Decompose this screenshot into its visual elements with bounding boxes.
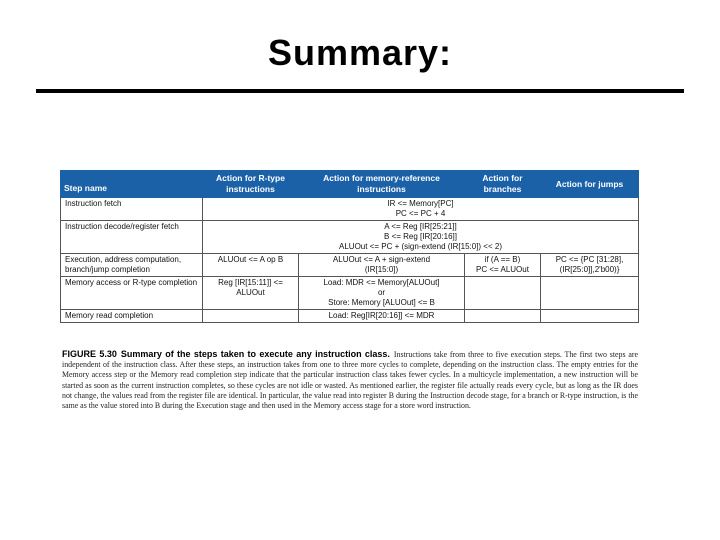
action-line: (IR[25:0]],2'b00)}	[559, 265, 620, 274]
memref-action	[299, 277, 465, 310]
table-row	[61, 254, 639, 277]
header-step-name: Step name	[61, 171, 203, 198]
figure-label: FIGURE 5.30	[62, 349, 117, 359]
action-line: PC <= ALUOut	[476, 265, 529, 274]
step-name: Instruction fetch	[61, 198, 203, 221]
action-line: ALUOut <= A + sign-extend	[332, 255, 431, 264]
table-header-row	[61, 171, 639, 198]
action-line: A <= Reg [IR[25:21]]	[384, 222, 457, 231]
action-line: Load: MDR <= Memory[ALUOut]	[323, 278, 440, 287]
jump-action-empty	[541, 310, 639, 323]
shared-action	[203, 221, 639, 254]
action-line: IR <= Memory[PC]	[387, 199, 454, 208]
action-line: ALUOut <= PC + (sign-extend (IR[15:0]) << 2)	[339, 242, 502, 251]
action-line: (IR[15:0])	[364, 265, 399, 274]
header-jumps: Action for jumps	[541, 171, 639, 198]
figure-description: Instructions take from three to five execution steps. The first two steps are independent of the instruction class. After these steps, an instruction takes from one to three more cycles to complete, depending on the instruction class. The empty entries for the Memory access step or the Memory read completion step indicate that the particular instruction class takes fewer cycles. In a multicycle implementation, a new instruction will be started as soon as the current instruction completes, so these cycles are not idle or wasted. As mentioned earlier, the register file actually reads every cycle, but as long as the IR does not change, the values read from the register file are identical. In particular, the value read into register B during the Instruction decode stage, for a branch or R-type instruction, is the same as the value stored into B during the Execution stage and then used in the Memory access stage for a store word instruction.	[62, 350, 638, 411]
rtype-action	[203, 254, 299, 277]
step-name: Execution, address computation, branch/jump completion	[61, 254, 203, 277]
action-line: Load: Reg[IR[20:16]] <= MDR	[328, 311, 435, 320]
jump-action-empty	[541, 277, 639, 310]
memref-action	[299, 310, 465, 323]
action-line: or	[377, 288, 386, 297]
action-line: ALUOut	[236, 288, 265, 297]
table-row	[61, 198, 639, 221]
action-line: Reg [IR[15:11]] <=	[218, 278, 283, 287]
action-line: if (A == B)	[484, 255, 521, 264]
header-memref: Action for memory-reference instructions	[299, 171, 465, 198]
rtype-action	[203, 277, 299, 310]
step-name: Memory access or R-type completion	[61, 277, 203, 310]
action-line: ALUOut <= A op B	[217, 255, 284, 264]
action-line: PC <= {PC [31:28],	[555, 255, 624, 264]
branch-action-empty	[465, 310, 541, 323]
table-row	[61, 221, 639, 254]
action-line: PC <= PC + 4	[395, 209, 446, 218]
action-line: Store: Memory [ALUOut] <= B	[328, 298, 435, 307]
table-row	[61, 310, 639, 323]
rtype-action-empty	[203, 310, 299, 323]
header-branches: Action for branches	[465, 171, 541, 198]
shared-action	[203, 198, 639, 221]
figure-title: Summary of the steps taken to execute any instruction class.	[120, 349, 390, 359]
branch-action-empty	[465, 277, 541, 310]
slide-title: Summary:	[267, 32, 453, 73]
memref-action	[299, 254, 465, 277]
jump-action	[541, 254, 639, 277]
title-underline	[36, 89, 684, 93]
action-line: B <= Reg [IR[20:16]]	[384, 232, 457, 241]
branch-action	[465, 254, 541, 277]
table-row	[61, 277, 639, 310]
header-rtype: Action for R-type instructions	[203, 171, 299, 198]
figure-caption	[62, 349, 638, 411]
step-name: Memory read completion	[61, 310, 203, 323]
execution-steps-table	[60, 170, 639, 323]
step-name: Instruction decode/register fetch	[61, 221, 203, 254]
